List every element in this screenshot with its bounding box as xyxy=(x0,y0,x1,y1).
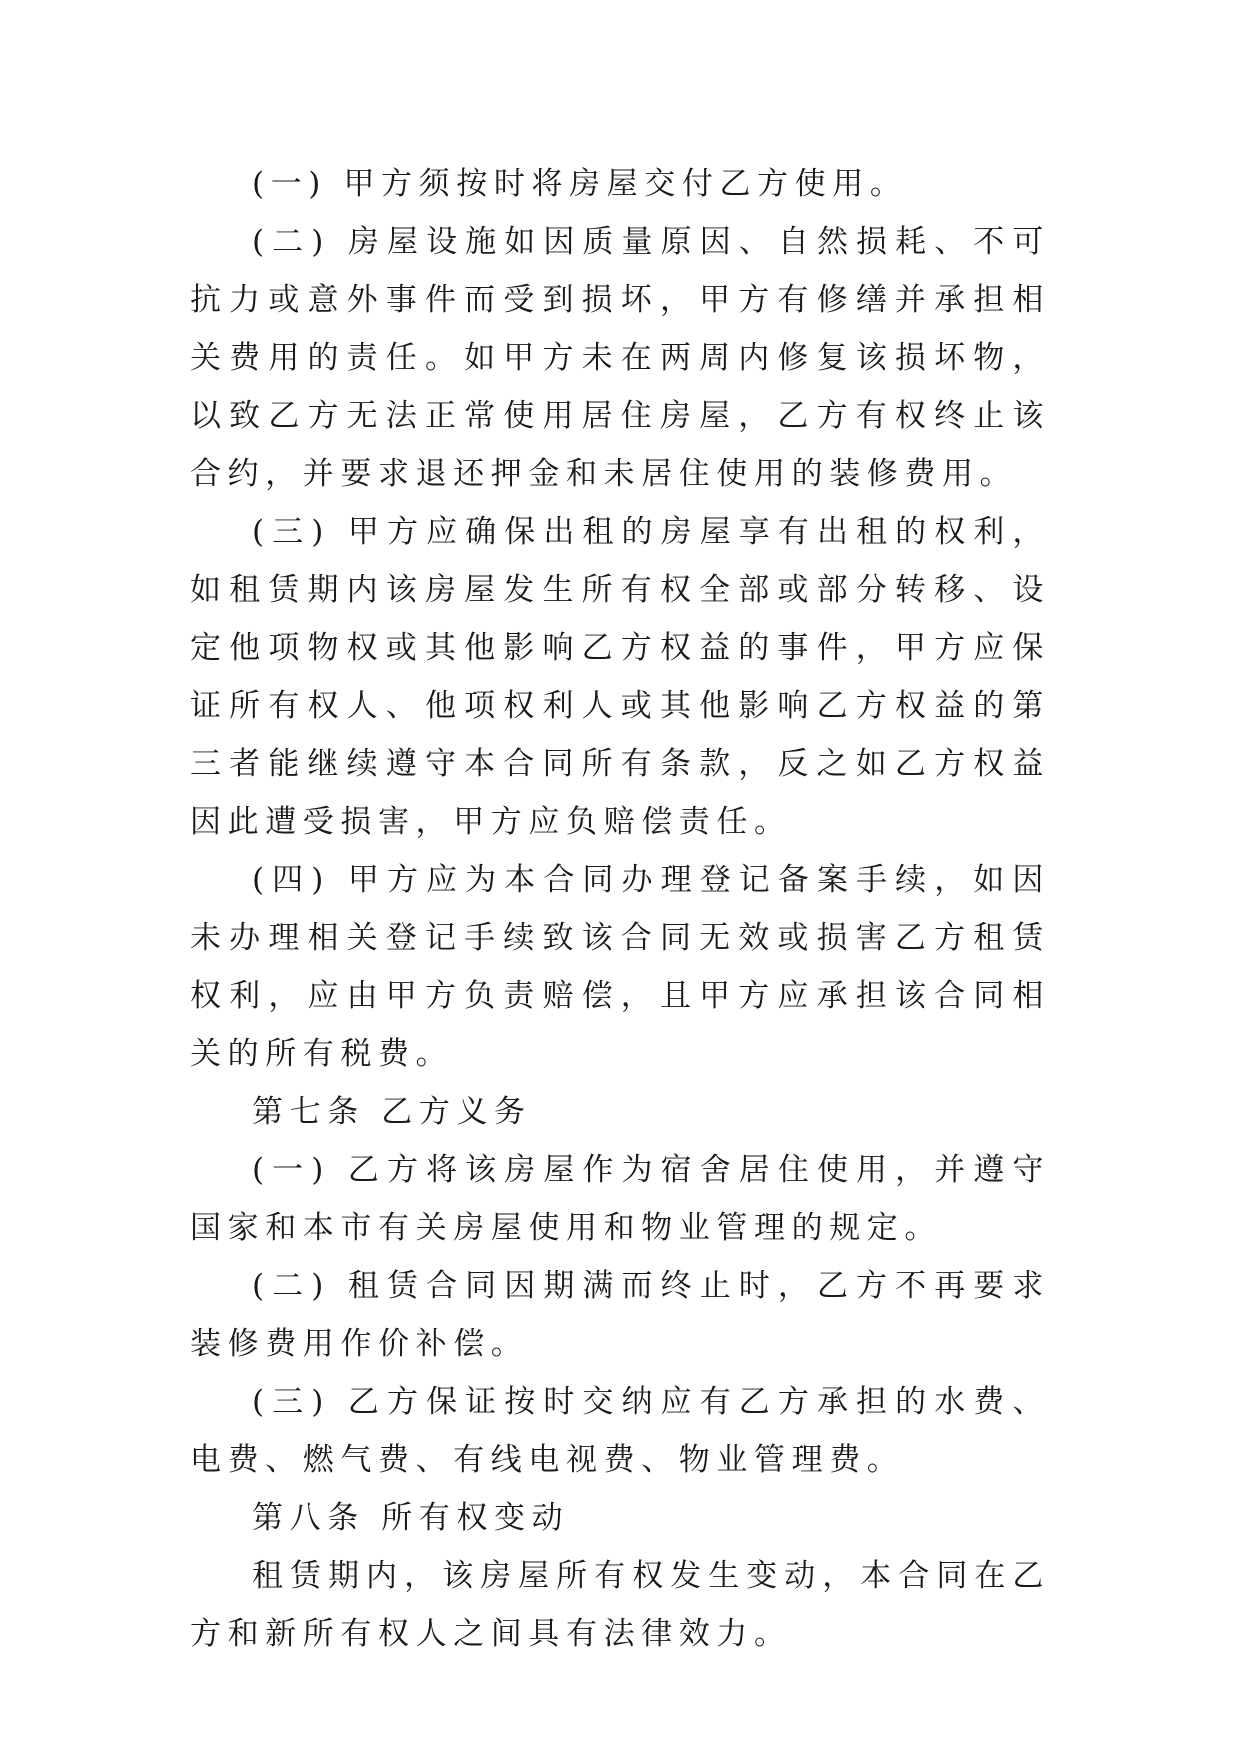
clause-8-heading: 第八条 所有权变动 xyxy=(252,1500,570,1536)
clause-7-item-3: (三) 乙方保证按时交纳应有乙方承担的水费、电费、燃气费、有线电视费、物业管理费。 xyxy=(190,1384,1050,1478)
document-page xyxy=(190,155,1050,1663)
clause-6-item-2: (二) 房屋设施如因质量原因、自然损耗、不可抗力或意外事件而受到损坏，甲方有修缮并承担相关费用的责任。如甲方未在两周内修复该损坏物，以致乙方无法正常使用居住房屋，乙方有权终止该合约，并要求退还押金和未居住使用的装修费用。 xyxy=(190,224,1050,492)
clause-6-item-3: (三) 甲方应确保出租的房屋享有出租的权利，如租赁期内该房屋发生所有权全部或部分转移、设定他项物权或其他影响乙方权益的事件，甲方应保证所有权人、他项权利人或其他影响乙方权益的第三者能继续遵守本合同所有条款，反之如乙方权益因此遭受损害，甲方应负赔偿责任。 xyxy=(190,514,1050,840)
clause-8-body: 租赁期内，该房屋所有权发生变动，本合同在乙方和新所有权人之间具有法律效力。 xyxy=(190,1558,1050,1652)
clause-6-item-1: (一) 甲方须按时将房屋交付乙方使用。 xyxy=(252,166,908,202)
clause-7-item-1: (一) 乙方将该房屋作为宿舍居住使用，并遵守国家和本市有关房屋使用和物业管理的规定。 xyxy=(190,1152,1050,1246)
clause-6-item-4: (四) 甲方应为本合同办理登记备案手续，如因未办理相关登记手续致该合同无效或损害乙方租赁权利，应由甲方负责赔偿，且甲方应承担该合同相关的所有税费。 xyxy=(190,862,1050,1072)
clause-7-item-2: (二) 租赁合同因期满而终止时，乙方不再要求装修费用作价补偿。 xyxy=(190,1268,1050,1362)
clause-7-heading: 第七条 乙方义务 xyxy=(252,1094,532,1130)
